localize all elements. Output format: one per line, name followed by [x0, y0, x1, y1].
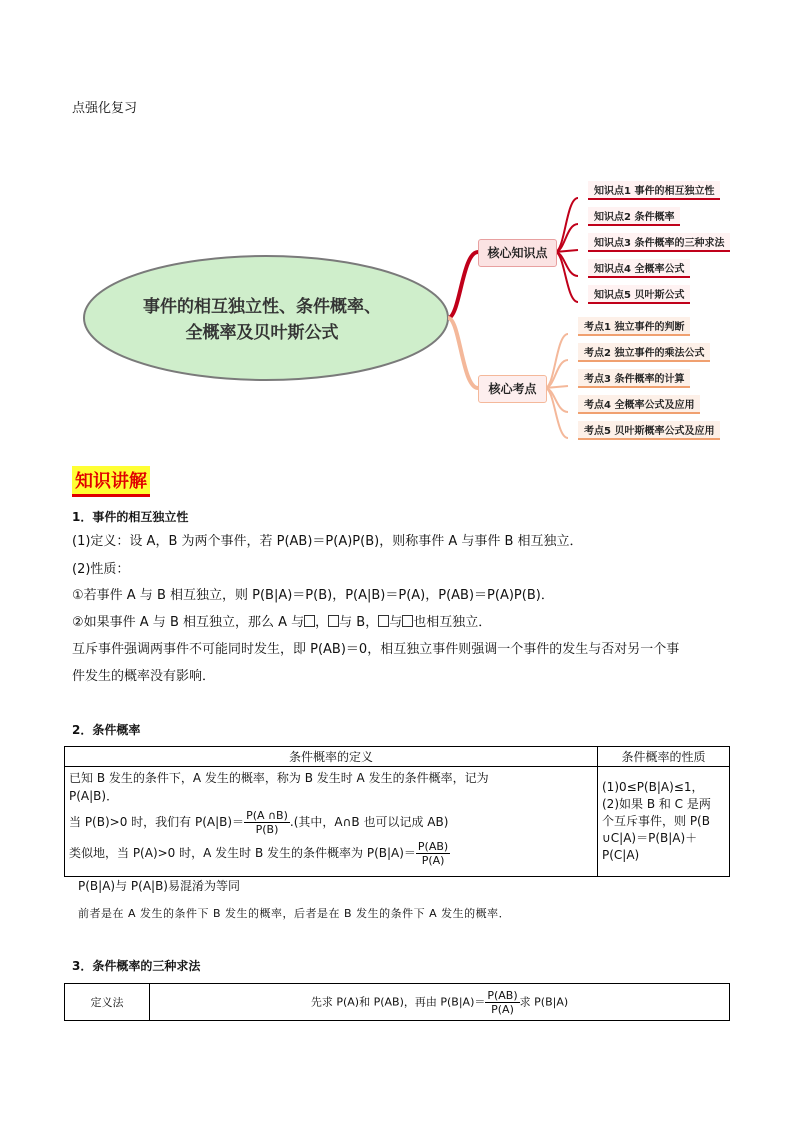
fraction: $\frac{P(A \cap B)}{P(B)}$	[246, 809, 288, 836]
branch2-curve	[448, 318, 478, 388]
knowledge-item: 知识点4 全概率公式	[588, 259, 690, 278]
s1-property-label: (2)性质：	[72, 562, 130, 577]
mind-map-connectors	[0, 0, 794, 460]
knowledge-item: 知识点3 条件概率的三种求法	[588, 233, 730, 252]
exam-item: 考点5 贝叶斯概率公式及应用	[578, 421, 720, 440]
central-topic	[112, 294, 412, 346]
complement-a-symbol	[378, 615, 389, 627]
central-topic-line2: 全概率及贝叶斯公式	[185, 323, 339, 343]
section1-title: 1．事件的相互独立性	[72, 510, 189, 524]
section3-title: 3．条件概率的三种求法	[72, 959, 201, 973]
table-header-property: 条件概率的性质	[598, 747, 730, 767]
exam-item: 考点2 独立事件的乘法公式	[578, 343, 710, 362]
s2-explanation: 前者是在 A 发生的条件下 B 发生的概率，后者是在 B 发生的条件下 A 发生的概率．	[78, 907, 511, 920]
s1-note-line2: 件发生的概率没有影响．	[72, 669, 216, 684]
knowledge-item: 知识点5 贝叶斯公式	[588, 285, 690, 304]
s1-property-1: ①若事件 A 与 B 相互独立，则 P(B|A)＝P(B)，P(A|B)＝P(A)，P(AB)＝P(A)P(B)．	[72, 588, 554, 603]
exam-item: 考点1 独立事件的判断	[578, 317, 690, 336]
section2-title: 2．条件概率	[72, 723, 141, 737]
s1-note-line1: 互斥事件强调两事件不可能同时发生，即 P(AB)＝0，相互独立事件则强调一个事件的发生与否对另一个事	[72, 642, 680, 657]
knowledge-item: 知识点1 事件的相互独立性	[588, 181, 720, 200]
method-desc-cell: 先求 P(A)和 P(AB)，再由 P(B|A)＝ $\frac{P(AB)}{P(A)}$ 求 P(B|A)	[150, 984, 730, 1021]
fraction: $\frac{P(AB)}{P(A)}$	[487, 988, 518, 1016]
complement-b-symbol	[304, 615, 315, 627]
fraction: $\frac{P(AB)}{P(A)}$	[417, 840, 449, 867]
section-badge: 知识讲解	[72, 466, 150, 497]
complement-a-symbol	[328, 615, 339, 627]
exam-item: 考点3 条件概率的计算	[578, 369, 690, 388]
branch-core-knowledge: 核心知识点	[478, 239, 557, 267]
exam-item: 考点4 全概率公式及应用	[578, 395, 700, 414]
table-definition-cell: 已知 B 发生的条件下，A 发生的概率，称为 B 发生时 A 发生的条件概率，记为 P(A|B)． 当 P(B)>0 时，我们有 P(A|B)＝ $\frac{P(A \cap B)}{P(B)}$ .(其中，A∩B 也可以记成 AB) 类似地，当 P(A)>0 时，A 发生时 B 发生的条件概率为 P(B|A)＝ $\frac{P(AB)}{P(A)}$	[65, 767, 598, 877]
central-topic-line1: 事件的相互独立性、条件概率、	[143, 297, 381, 317]
table-property-cell: (1)0≤P(B|A)≤1， (2)如果 B 和 C 是两 个互斥事件，则 P(B ∪C|A)＝P(B|A)＋ P(C|A)	[598, 767, 730, 877]
complement-b-symbol	[402, 615, 413, 627]
knowledge-item: 知识点2 条件概率	[588, 207, 680, 226]
s1-property-2: ②如果事件 A 与 B 相互独立，那么 A 与 ， 与 B， 与 也相互独立．	[72, 615, 492, 630]
page-header: 点强化复习	[72, 101, 138, 116]
s1-definition: (1)定义：设 A，B 为两个事件，若 P(AB)＝P(A)P(B)，则称事件 A 与事件 B 相互独立．	[72, 534, 583, 549]
s2-confusion-note: P(B|A)与 P(A|B)易混淆为等同	[78, 879, 240, 893]
conditional-probability-table	[64, 746, 730, 877]
methods-table	[64, 983, 730, 1021]
branch1-curve	[448, 252, 478, 318]
method-name-cell: 定义法	[65, 984, 150, 1021]
table-header-definition: 条件概率的定义	[65, 747, 598, 767]
branch-core-exam: 核心考点	[478, 375, 547, 403]
